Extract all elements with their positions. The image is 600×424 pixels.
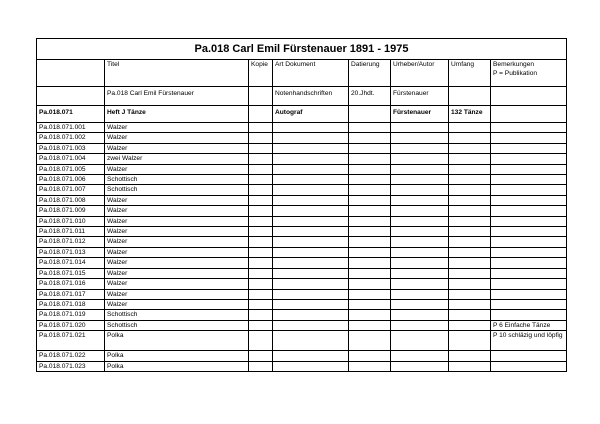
cell-titel: Walzer — [105, 268, 249, 278]
cell-titel: Walzer — [105, 237, 249, 247]
header-bemerkungen-label: Bemerkungen — [493, 61, 535, 68]
cell-art-dokument — [273, 279, 349, 289]
cell-datierung — [349, 195, 391, 205]
cell-umfang — [449, 289, 491, 299]
cell-urheber — [391, 175, 449, 185]
cell-datierung — [349, 185, 391, 195]
cell-bemerkungen — [491, 154, 567, 164]
cell-signatur: Pa.018.071.002 — [37, 133, 105, 143]
heft-datierung — [349, 106, 391, 123]
cell-datierung — [349, 361, 391, 371]
table-row — [37, 154, 567, 164]
cell-kopie — [249, 331, 273, 351]
cell-signatur: Pa.018.071.007 — [37, 185, 105, 195]
cell-bemerkungen — [491, 133, 567, 143]
cell-kopie — [249, 351, 273, 361]
cell-datierung — [349, 279, 391, 289]
cell-titel: Schottisch — [105, 310, 249, 320]
cell-kopie — [249, 206, 273, 216]
cell-signatur: Pa.018.071.013 — [37, 247, 105, 257]
cell-umfang — [449, 185, 491, 195]
cell-urheber — [391, 185, 449, 195]
cell-kopie — [249, 154, 273, 164]
heft-art: Autograf — [273, 106, 349, 123]
cell-art-dokument — [273, 331, 349, 351]
table-row — [37, 247, 567, 257]
cell-bemerkungen — [491, 351, 567, 361]
cell-umfang — [449, 154, 491, 164]
cell-titel: Walzer — [105, 133, 249, 143]
collection-signatur — [37, 87, 105, 106]
cell-signatur: Pa.018.071.010 — [37, 216, 105, 226]
table-row — [37, 206, 567, 216]
cell-urheber — [391, 320, 449, 330]
cell-datierung — [349, 133, 391, 143]
cell-bemerkungen — [491, 361, 567, 371]
cell-urheber — [391, 351, 449, 361]
cell-signatur: Pa.018.071.022 — [37, 351, 105, 361]
cell-titel: Walzer — [105, 279, 249, 289]
collection-bemerkungen — [491, 87, 567, 106]
cell-datierung — [349, 216, 391, 226]
cell-umfang — [449, 351, 491, 361]
heft-urheber: Fürstenauer — [391, 106, 449, 123]
header-bemerkungen-note: P = Publikation — [493, 70, 538, 78]
cell-bemerkungen — [491, 216, 567, 226]
cell-urheber — [391, 247, 449, 257]
cell-umfang — [449, 164, 491, 174]
table-row — [37, 164, 567, 174]
cell-art-dokument — [273, 310, 349, 320]
cell-bemerkungen — [491, 185, 567, 195]
cell-titel: Polka — [105, 361, 249, 371]
catalog-table — [36, 38, 567, 372]
cell-datierung — [349, 289, 391, 299]
cell-bemerkungen — [491, 143, 567, 153]
cell-datierung — [349, 268, 391, 278]
cell-datierung — [349, 227, 391, 237]
header-urheber: Urheber/Autor — [391, 60, 449, 87]
cell-umfang — [449, 258, 491, 268]
header-art-dokument: Art Dokument — [273, 60, 349, 87]
cell-bemerkungen — [491, 289, 567, 299]
cell-kopie — [249, 289, 273, 299]
table-row — [37, 175, 567, 185]
cell-bemerkungen — [491, 227, 567, 237]
cell-titel: Walzer — [105, 289, 249, 299]
cell-signatur: Pa.018.071.015 — [37, 268, 105, 278]
table-row — [37, 216, 567, 226]
cell-bemerkungen — [491, 268, 567, 278]
cell-titel: Walzer — [105, 143, 249, 153]
cell-datierung — [349, 154, 391, 164]
header-bemerkungen — [491, 60, 567, 87]
cell-titel: Walzer — [105, 227, 249, 237]
cell-kopie — [249, 216, 273, 226]
cell-datierung — [349, 258, 391, 268]
cell-kopie — [249, 279, 273, 289]
table-row — [37, 331, 567, 351]
header-kopie: Kopie — [249, 60, 273, 87]
cell-urheber — [391, 216, 449, 226]
cell-art-dokument — [273, 227, 349, 237]
cell-signatur: Pa.018.071.011 — [37, 227, 105, 237]
cell-titel: Schottisch — [105, 320, 249, 330]
cell-datierung — [349, 320, 391, 330]
cell-signatur: Pa.018.071.004 — [37, 154, 105, 164]
cell-urheber — [391, 361, 449, 371]
table-row — [37, 195, 567, 205]
cell-signatur: Pa.018.071.023 — [37, 361, 105, 371]
cell-kopie — [249, 185, 273, 195]
cell-bemerkungen — [491, 299, 567, 309]
cell-datierung — [349, 351, 391, 361]
cell-art-dokument — [273, 361, 349, 371]
header-signatur — [37, 60, 105, 87]
cell-kopie — [249, 361, 273, 371]
cell-datierung — [349, 206, 391, 216]
cell-umfang — [449, 331, 491, 351]
cell-urheber — [391, 331, 449, 351]
collection-datierung: 20.Jhdt. — [349, 87, 391, 106]
cell-urheber — [391, 258, 449, 268]
cell-umfang — [449, 361, 491, 371]
cell-umfang — [449, 237, 491, 247]
cell-art-dokument — [273, 164, 349, 174]
cell-titel: Walzer — [105, 123, 249, 133]
cell-datierung — [349, 123, 391, 133]
header-titel: Titel — [105, 60, 249, 87]
cell-kopie — [249, 299, 273, 309]
table-row — [37, 143, 567, 153]
cell-datierung — [349, 164, 391, 174]
cell-titel: Walzer — [105, 299, 249, 309]
cell-kopie — [249, 310, 273, 320]
cell-bemerkungen — [491, 247, 567, 257]
cell-art-dokument — [273, 289, 349, 299]
table-row — [37, 227, 567, 237]
cell-signatur: Pa.018.071.017 — [37, 289, 105, 299]
cell-bemerkungen — [491, 123, 567, 133]
cell-signatur: Pa.018.071.012 — [37, 237, 105, 247]
collection-row — [37, 87, 567, 106]
cell-bemerkungen — [491, 258, 567, 268]
cell-urheber — [391, 289, 449, 299]
table-row — [37, 133, 567, 143]
heft-signatur: Pa.018.071 — [37, 106, 105, 123]
cell-kopie — [249, 227, 273, 237]
cell-kopie — [249, 237, 273, 247]
cell-kopie — [249, 247, 273, 257]
cell-signatur: Pa.018.071.014 — [37, 258, 105, 268]
cell-bemerkungen — [491, 164, 567, 174]
cell-titel: Walzer — [105, 164, 249, 174]
cell-bemerkungen — [491, 310, 567, 320]
cell-umfang — [449, 216, 491, 226]
cell-signatur: Pa.018.071.020 — [37, 320, 105, 330]
cell-signatur: Pa.018.071.001 — [37, 123, 105, 133]
cell-datierung — [349, 143, 391, 153]
cell-datierung — [349, 310, 391, 320]
collection-titel: Pa.018 Carl Emil Fürstenauer — [105, 87, 249, 106]
cell-signatur: Pa.018.071.021 — [37, 331, 105, 351]
heft-kopie — [249, 106, 273, 123]
cell-umfang — [449, 247, 491, 257]
cell-kopie — [249, 258, 273, 268]
cell-art-dokument — [273, 320, 349, 330]
cell-kopie — [249, 164, 273, 174]
cell-urheber — [391, 206, 449, 216]
cell-umfang — [449, 268, 491, 278]
cell-signatur: Pa.018.071.003 — [37, 143, 105, 153]
cell-signatur: Pa.018.071.005 — [37, 164, 105, 174]
cell-umfang — [449, 175, 491, 185]
cell-signatur: Pa.018.071.006 — [37, 175, 105, 185]
table-row — [37, 310, 567, 320]
cell-urheber — [391, 299, 449, 309]
cell-umfang — [449, 310, 491, 320]
cell-urheber — [391, 143, 449, 153]
cell-titel: Schottisch — [105, 185, 249, 195]
cell-titel: zwei Walzer — [105, 154, 249, 164]
cell-datierung — [349, 299, 391, 309]
cell-umfang — [449, 195, 491, 205]
cell-umfang — [449, 123, 491, 133]
table-row — [37, 351, 567, 361]
cell-titel: Polka — [105, 351, 249, 361]
header-row — [37, 60, 567, 87]
cell-bemerkungen: P 6 Einfache Tänze — [491, 320, 567, 330]
cell-art-dokument — [273, 185, 349, 195]
cell-bemerkungen — [491, 237, 567, 247]
table-row — [37, 299, 567, 309]
page-title: Pa.018 Carl Emil Fürstenauer 1891 - 1975 — [37, 39, 567, 60]
table-row — [37, 237, 567, 247]
catalog-sheet — [36, 38, 566, 372]
cell-titel: Walzer — [105, 206, 249, 216]
cell-bemerkungen — [491, 279, 567, 289]
cell-art-dokument — [273, 154, 349, 164]
collection-kopie — [249, 87, 273, 106]
cell-titel: Walzer — [105, 216, 249, 226]
cell-titel: Polka — [105, 331, 249, 351]
cell-art-dokument — [273, 258, 349, 268]
heft-umfang: 132 Tänze — [449, 106, 491, 123]
collection-art: Notenhandschriften — [273, 87, 349, 106]
cell-datierung — [349, 247, 391, 257]
cell-titel: Walzer — [105, 247, 249, 257]
cell-urheber — [391, 237, 449, 247]
cell-urheber — [391, 123, 449, 133]
table-row — [37, 185, 567, 195]
cell-urheber — [391, 195, 449, 205]
cell-datierung — [349, 175, 391, 185]
cell-kopie — [249, 320, 273, 330]
table-row — [37, 361, 567, 371]
cell-signatur: Pa.018.071.019 — [37, 310, 105, 320]
cell-bemerkungen — [491, 195, 567, 205]
cell-kopie — [249, 175, 273, 185]
cell-urheber — [391, 268, 449, 278]
cell-signatur: Pa.018.071.008 — [37, 195, 105, 205]
cell-bemerkungen — [491, 206, 567, 216]
cell-bemerkungen: P 10 schläzig und löpfig — [491, 331, 567, 351]
cell-umfang — [449, 320, 491, 330]
cell-art-dokument — [273, 175, 349, 185]
cell-umfang — [449, 143, 491, 153]
cell-urheber — [391, 227, 449, 237]
header-datierung: Datierung — [349, 60, 391, 87]
cell-titel: Walzer — [105, 258, 249, 268]
cell-art-dokument — [273, 143, 349, 153]
cell-signatur: Pa.018.071.018 — [37, 299, 105, 309]
cell-umfang — [449, 299, 491, 309]
header-umfang: Umfang — [449, 60, 491, 87]
heft-bemerkungen — [491, 106, 567, 123]
heft-row — [37, 106, 567, 123]
cell-umfang — [449, 206, 491, 216]
cell-art-dokument — [273, 237, 349, 247]
cell-kopie — [249, 143, 273, 153]
cell-umfang — [449, 227, 491, 237]
cell-kopie — [249, 195, 273, 205]
cell-art-dokument — [273, 247, 349, 257]
table-row — [37, 320, 567, 330]
cell-art-dokument — [273, 133, 349, 143]
cell-titel: Schottisch — [105, 175, 249, 185]
table-row — [37, 279, 567, 289]
table-row — [37, 258, 567, 268]
cell-bemerkungen — [491, 175, 567, 185]
cell-art-dokument — [273, 299, 349, 309]
cell-titel: Walzer — [105, 195, 249, 205]
cell-datierung — [349, 331, 391, 351]
cell-signatur: Pa.018.071.016 — [37, 279, 105, 289]
cell-kopie — [249, 133, 273, 143]
cell-art-dokument — [273, 123, 349, 133]
cell-art-dokument — [273, 268, 349, 278]
cell-art-dokument — [273, 206, 349, 216]
cell-umfang — [449, 279, 491, 289]
cell-art-dokument — [273, 216, 349, 226]
cell-urheber — [391, 310, 449, 320]
cell-kopie — [249, 268, 273, 278]
cell-urheber — [391, 154, 449, 164]
cell-urheber — [391, 164, 449, 174]
cell-kopie — [249, 123, 273, 133]
cell-urheber — [391, 279, 449, 289]
table-row — [37, 289, 567, 299]
cell-urheber — [391, 133, 449, 143]
heft-titel: Heft J Tänze — [105, 106, 249, 123]
collection-urheber: Fürstenauer — [391, 87, 449, 106]
table-row — [37, 268, 567, 278]
cell-signatur: Pa.018.071.009 — [37, 206, 105, 216]
cell-art-dokument — [273, 195, 349, 205]
cell-umfang — [449, 133, 491, 143]
table-row — [37, 123, 567, 133]
collection-umfang — [449, 87, 491, 106]
cell-art-dokument — [273, 351, 349, 361]
cell-datierung — [349, 237, 391, 247]
